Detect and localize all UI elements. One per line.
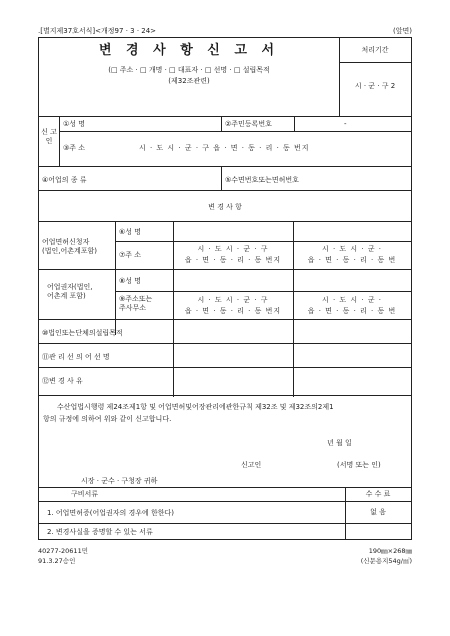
signature-label: (서명 또는 인) (337, 461, 381, 469)
document-item-2: 2. 변경사실을 증명할 수 있는 서류 (47, 528, 153, 536)
document-item-1: 1. 어업면허증(어업권자의 경우에 한한다) (47, 509, 175, 517)
license-applicant-label: 어업면허신청자 (법인,어촌계포함) (42, 238, 98, 255)
report-date: 년 월 일 (327, 439, 352, 447)
holder-address-line1: 시 · 도 시 · 군 · 구 (197, 296, 269, 304)
footer-paper-size: 190㎜×268㎜ (368, 547, 412, 555)
addressee: 시장 · 군수 · 구청장 귀하 (81, 477, 158, 485)
name-label: ①성 명 (63, 120, 86, 128)
form-number: .[별지제37호서식]<개정97 · 3 · 24> (38, 27, 157, 35)
fishery-type-label: ④어업의 종 류 (42, 176, 87, 184)
applicant-address-line1: 시 · 도 시 · 군 · 구 (197, 245, 269, 253)
address-label: ③주 소 (63, 144, 86, 152)
form-title: 변 경 사 항 신 고 서 (98, 43, 280, 58)
article-reference: (제32조관련) (168, 77, 210, 85)
processing-period-value: 시 · 군 · 구 2 (354, 82, 396, 90)
holder-new-address-line2: 읍 · 면 · 동 · 리 · 동 번 (307, 307, 397, 315)
change-type-options: (□ 주소 · □ 개명 · □ 대표자 · □ 선명 · □ 설립목적 (108, 66, 270, 74)
applicant-name-label: ⑥성 명 (119, 228, 142, 236)
applicant-address-label: ⑦주 소 (119, 251, 142, 259)
holder-new-address-line1: 시 · 도 시 · 군 · (321, 296, 383, 304)
fee-value: 없 음 (370, 508, 386, 516)
holder-name-label: ⑧성 명 (119, 277, 142, 285)
applicant-new-address-line2: 읍 · 면 · 동 · 리 · 동 번 (307, 256, 397, 264)
report-form (38, 37, 412, 540)
changes-section-title: 변 경 사 항 (208, 203, 242, 211)
change-reason-label: ⑫변 경 사 유 (42, 377, 83, 385)
resident-number-label: ②주민등록번호 (225, 120, 272, 128)
reporter-label: 신고인 (241, 461, 262, 469)
footer-form-code: 40277-20611민 (38, 547, 88, 555)
resident-number-dash: - (344, 120, 347, 128)
statement-line1: 수산업법시행령 제24조제1항 및 어업면허및어장관리에관한규칙 제32조 및 제32조의2제1 (57, 403, 334, 411)
processing-period-label: 처리기간 (361, 46, 389, 54)
applicant-address-line2: 읍 · 면 · 동 · 리 · 동 번지 (184, 256, 282, 264)
holder-address-line2: 읍 · 면 · 동 · 리 · 동 번지 (184, 307, 282, 315)
documents-header: 구비서류 (71, 490, 99, 498)
statement-line2: 항의 규정에 의하여 위와 같이 신고합니다. (43, 415, 172, 423)
fishery-right-holder-label: 어업권자(법인, 어촌계 포함) (47, 283, 93, 300)
applicant-new-address-line1: 시 · 도 시 · 군 · (321, 245, 383, 253)
applicant-section-label: 신 고 인 (41, 128, 57, 145)
holder-address-label: ⑨주소또는 주사무소 (119, 295, 153, 312)
footer-approval: 91.3.27승인 (38, 557, 76, 565)
vessel-name-label: ⑪관 리 선 의 어 선 명 (42, 353, 110, 361)
footer-paper-type: (신문용지54g/㎡) (360, 557, 412, 565)
fee-label: 수 수 료 (365, 490, 391, 498)
establishment-purpose-label: ⑩법인또는단체의설립목적 (42, 329, 123, 337)
page-side-label: (앞면) (393, 27, 412, 35)
license-number-label: ⑤수면번호또는면허번호 (225, 176, 299, 184)
address-value: 시 · 도 시 · 군 · 구 읍 · 면 · 동 · 리 · 동 번지 (139, 144, 310, 152)
